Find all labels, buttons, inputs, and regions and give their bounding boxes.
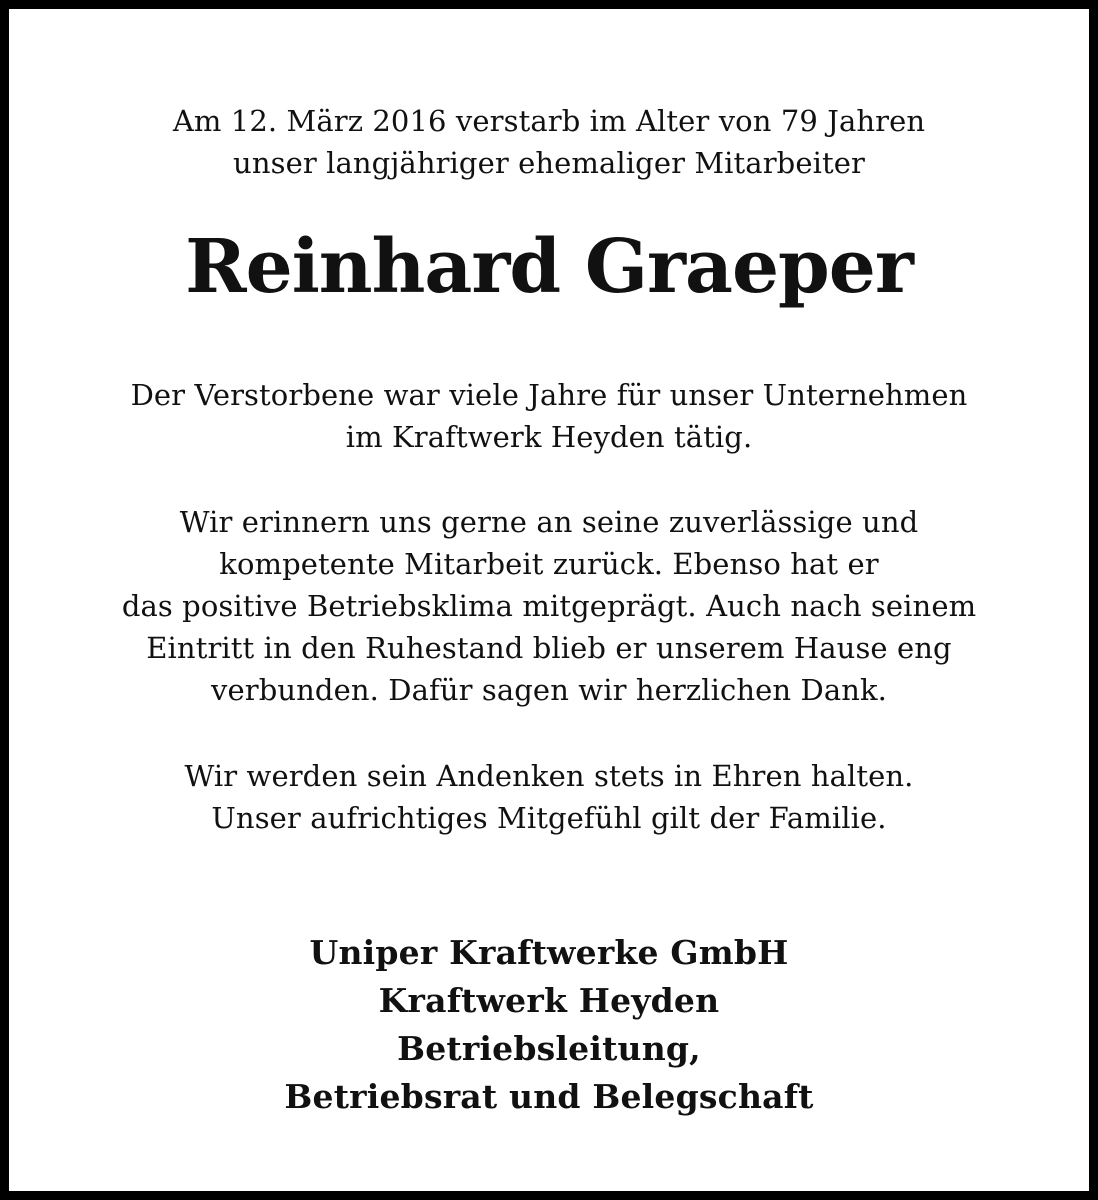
signature-line: Uniper Kraftwerke GmbH bbox=[309, 933, 789, 972]
paragraph-appreciation bbox=[18, 501, 1080, 711]
signature-block bbox=[18, 929, 1080, 1121]
intro-text bbox=[18, 100, 1080, 184]
paragraph-line: Der Verstorbene war viele Jahre für unser Unternehmen bbox=[130, 378, 968, 412]
paragraph-line: kompetente Mitarbeit zurück. Ebenso hat er bbox=[219, 547, 879, 581]
intro-line: unser langjähriger ehemaliger Mitarbeiter bbox=[233, 146, 865, 180]
paragraph-line: Unser aufrichtiges Mitgefühl gilt der Familie. bbox=[211, 801, 887, 835]
paragraph-employment bbox=[18, 374, 1080, 458]
intro-line: Am 12. März 2016 verstarb im Alter von 79 Jahren bbox=[172, 104, 926, 138]
paragraph-line: das positive Betriebsklima mitgeprägt. Auch nach seinem bbox=[121, 589, 977, 623]
paragraph-condolences bbox=[18, 755, 1080, 839]
paragraph-line: Eintritt in den Ruhestand blieb er unserem Hause eng bbox=[146, 631, 952, 665]
paragraph-line: im Kraftwerk Heyden tätig. bbox=[345, 420, 753, 454]
deceased-name: Reinhard Graeper bbox=[185, 224, 913, 310]
paragraph-line: verbunden. Dafür sagen wir herzlichen Dank. bbox=[211, 673, 887, 707]
paragraph-line: Wir werden sein Andenken stets in Ehren halten. bbox=[184, 759, 914, 793]
signature-line: Kraftwerk Heyden bbox=[378, 981, 720, 1020]
signature-line: Betriebsrat und Belegschaft bbox=[284, 1077, 814, 1116]
signature-line: Betriebsleitung, bbox=[397, 1029, 701, 1068]
paragraph-line: Wir erinnern uns gerne an seine zuverlässige und bbox=[179, 505, 919, 539]
